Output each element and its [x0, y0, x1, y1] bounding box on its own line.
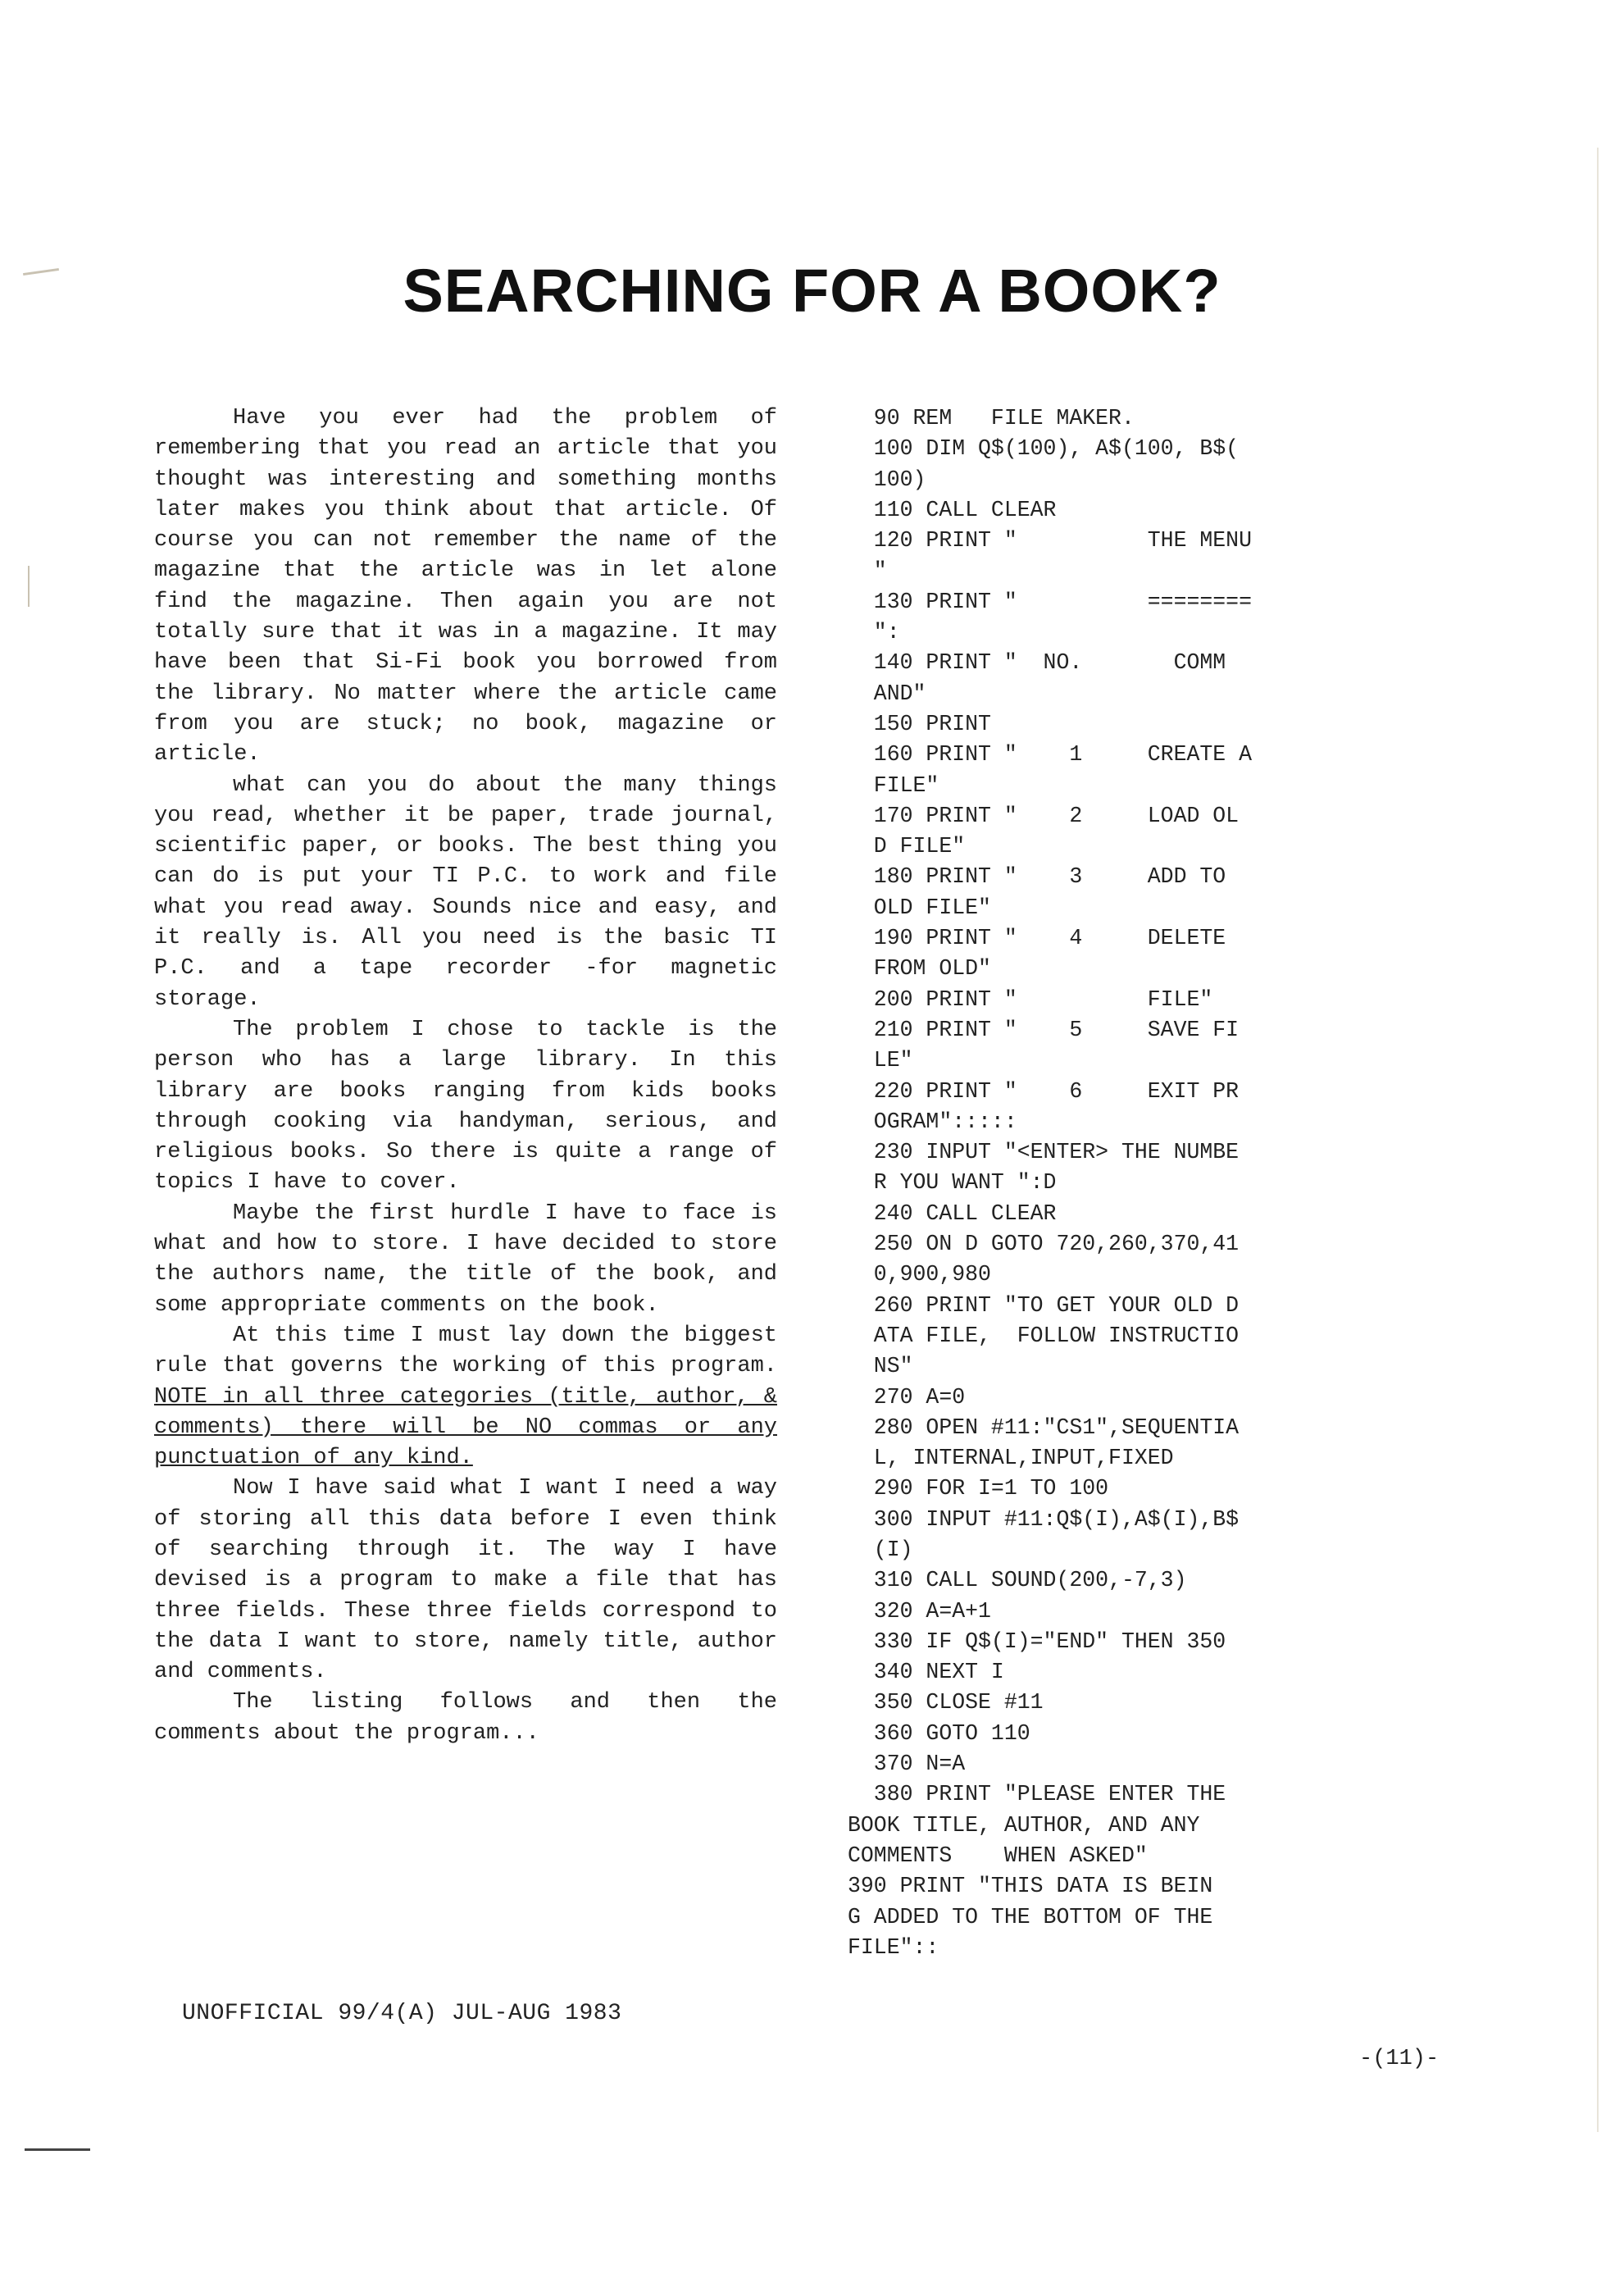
listing-line: 130 PRINT " ========	[848, 589, 1252, 614]
listing-line: 240 CALL CLEAR	[848, 1200, 1057, 1226]
underlined-rule-note: NOTE in all three categories (title, author, & comments) there will be NO commas or any punctuation of any kind.	[154, 1384, 777, 1471]
listing-line: FILE"::	[848, 1934, 939, 1960]
listing-line: 340 NEXT I	[848, 1660, 1004, 1685]
listing-line: 280 OPEN #11:"CS1",SEQUENTIA	[848, 1414, 1240, 1440]
scan-mark-bottom-left	[25, 2148, 90, 2151]
listing-line: 120 PRINT " THE MENU	[848, 528, 1252, 554]
listing-line: 290 FOR I=1 TO 100	[848, 1476, 1109, 1501]
listing-line: 370 N=A	[848, 1752, 966, 1777]
article-body	[154, 403, 777, 1749]
listing-line: OLD FILE"	[848, 895, 991, 920]
listing-line: R YOU WANT ":D	[848, 1170, 1057, 1196]
listing-line: 220 PRINT " 6 EXIT PR	[848, 1078, 1240, 1104]
scan-mark-right-edge	[1597, 148, 1599, 2132]
article-paragraph: Maybe the first hurdle I have to face is what and how to store. I have decided to store the authors name, the title of the book, and some appropriate comments on the book.	[154, 1200, 777, 1318]
listing-line: 110 CALL CLEAR	[848, 497, 1057, 522]
listing-line: 90 REM FILE MAKER.	[848, 406, 1135, 430]
footer-publication: UNOFFICIAL 99/4(A) JUL-AUG 1983	[182, 2001, 622, 2026]
listing-line: 230 INPUT "<ENTER> THE NUMBE	[848, 1140, 1240, 1165]
article-rule-paragraph: At this time I must lay down the biggest rule that governs the working of this program. NOTE in all three categories (title, author, & comments) there will be NO commas or any punctuation of any kind.	[154, 1323, 777, 1471]
program-listing	[848, 403, 1307, 1963]
scan-mark-left-edge	[28, 566, 30, 607]
listing-line: 390 PRINT "THIS DATA IS BEIN	[848, 1874, 1213, 1899]
article-paragraph: Have you ever had the problem of remembering that you read an article that you thought was interesting and something months later makes you think about that article. Of course you can not remember the name of the magazine that the article was in let alone find the magazine. Then again you are not totally sure that it was in a magazine. It may have been that Si-Fi book you borrowed from the library. No matter where the article came from you are stuck; no book, magazine or article.	[154, 406, 777, 768]
listing-line: 310 CALL SOUND(200,-7,3)	[848, 1568, 1187, 1593]
listing-line: 180 PRINT " 3 ADD TO	[848, 864, 1226, 890]
listing-line: 160 PRINT " 1 CREATE A	[848, 742, 1252, 768]
listing-line: NS"	[848, 1354, 913, 1379]
listing-line: 190 PRINT " 4 DELETE	[848, 926, 1226, 951]
listing-line: D FILE"	[848, 834, 966, 859]
article-paragraph: The listing follows and then the comments about the program...	[154, 1690, 777, 1746]
listing-line: OGRAM":::::	[848, 1109, 1017, 1134]
listing-line: FILE"	[848, 772, 939, 798]
listing-line: 250 ON D GOTO 720,260,370,41	[848, 1232, 1240, 1257]
listing-line: "	[848, 558, 887, 584]
listing-line: 100)	[848, 467, 926, 492]
listing-line: BOOK TITLE, AUTHOR, AND ANY	[848, 1812, 1200, 1838]
listing-line: ":	[848, 620, 900, 645]
listing-line: LE"	[848, 1048, 913, 1073]
listing-line: 270 A=0	[848, 1384, 966, 1410]
listing-line: L, INTERNAL,INPUT,FIXED	[848, 1446, 1174, 1471]
listing-line: FROM OLD"	[848, 956, 991, 982]
listing-line: 330 IF Q$(I)="END" THEN 350	[848, 1629, 1226, 1654]
listing-line: ATA FILE, FOLLOW INSTRUCTIO	[848, 1323, 1240, 1348]
listing-line: 320 A=A+1	[848, 1598, 991, 1624]
listing-line: 360 GOTO 110	[848, 1720, 1030, 1746]
listing-line: 300 INPUT #11:Q$(I),A$(I),B$	[848, 1506, 1240, 1532]
listing-line: 350 CLOSE #11	[848, 1690, 1044, 1715]
article-paragraph: Now I have said what I want I need a way of storing all this data before I even think of searching through it. The way I have devised is a program to make a file that has three fields. These three fields correspond to the data I want to store, namely title, author and comments.	[154, 1476, 777, 1685]
page-number: -(11)-	[1359, 2047, 1440, 2071]
listing-line: 260 PRINT "TO GET YOUR OLD D	[848, 1292, 1240, 1318]
listing-line: 380 PRINT "PLEASE ENTER THE	[848, 1782, 1226, 1807]
listing-line: COMMENTS WHEN ASKED"	[848, 1843, 1148, 1868]
page-title: SEARCHING FOR A BOOK?	[403, 256, 1221, 325]
listing-line: 210 PRINT " 5 SAVE FI	[848, 1017, 1240, 1042]
listing-line: 0,900,980	[848, 1262, 991, 1287]
listing-line: G ADDED TO THE BOTTOM OF THE	[848, 1904, 1213, 1929]
listing-line: 150 PRINT	[848, 711, 991, 736]
listing-line: (I)	[848, 1537, 913, 1562]
article-paragraph: what can you do about the many things you read, whether it be paper, trade journal, scientific paper, or books. The best thing you can do is put your TI P.C. to work and file what you read away. Sounds nice and easy, and it really is. All you need is the basic TI P.C. and a tape recorder -for magnetic storage.	[154, 772, 777, 1012]
article-paragraph: The problem I chose to tackle is the person who has a large library. In this library are books ranging from kids books through cooking via handyman, serious, and religious books. So there is quite a range of topics I have to cover.	[154, 1017, 777, 1196]
listing-line: 200 PRINT " FILE"	[848, 986, 1213, 1012]
listing-line: AND"	[848, 681, 926, 706]
listing-line: 100 DIM Q$(100), A$(100, B$(	[848, 436, 1240, 462]
listing-line: 140 PRINT " NO. COMM	[848, 650, 1226, 676]
listing-line: 170 PRINT " 2 LOAD OL	[848, 803, 1240, 828]
